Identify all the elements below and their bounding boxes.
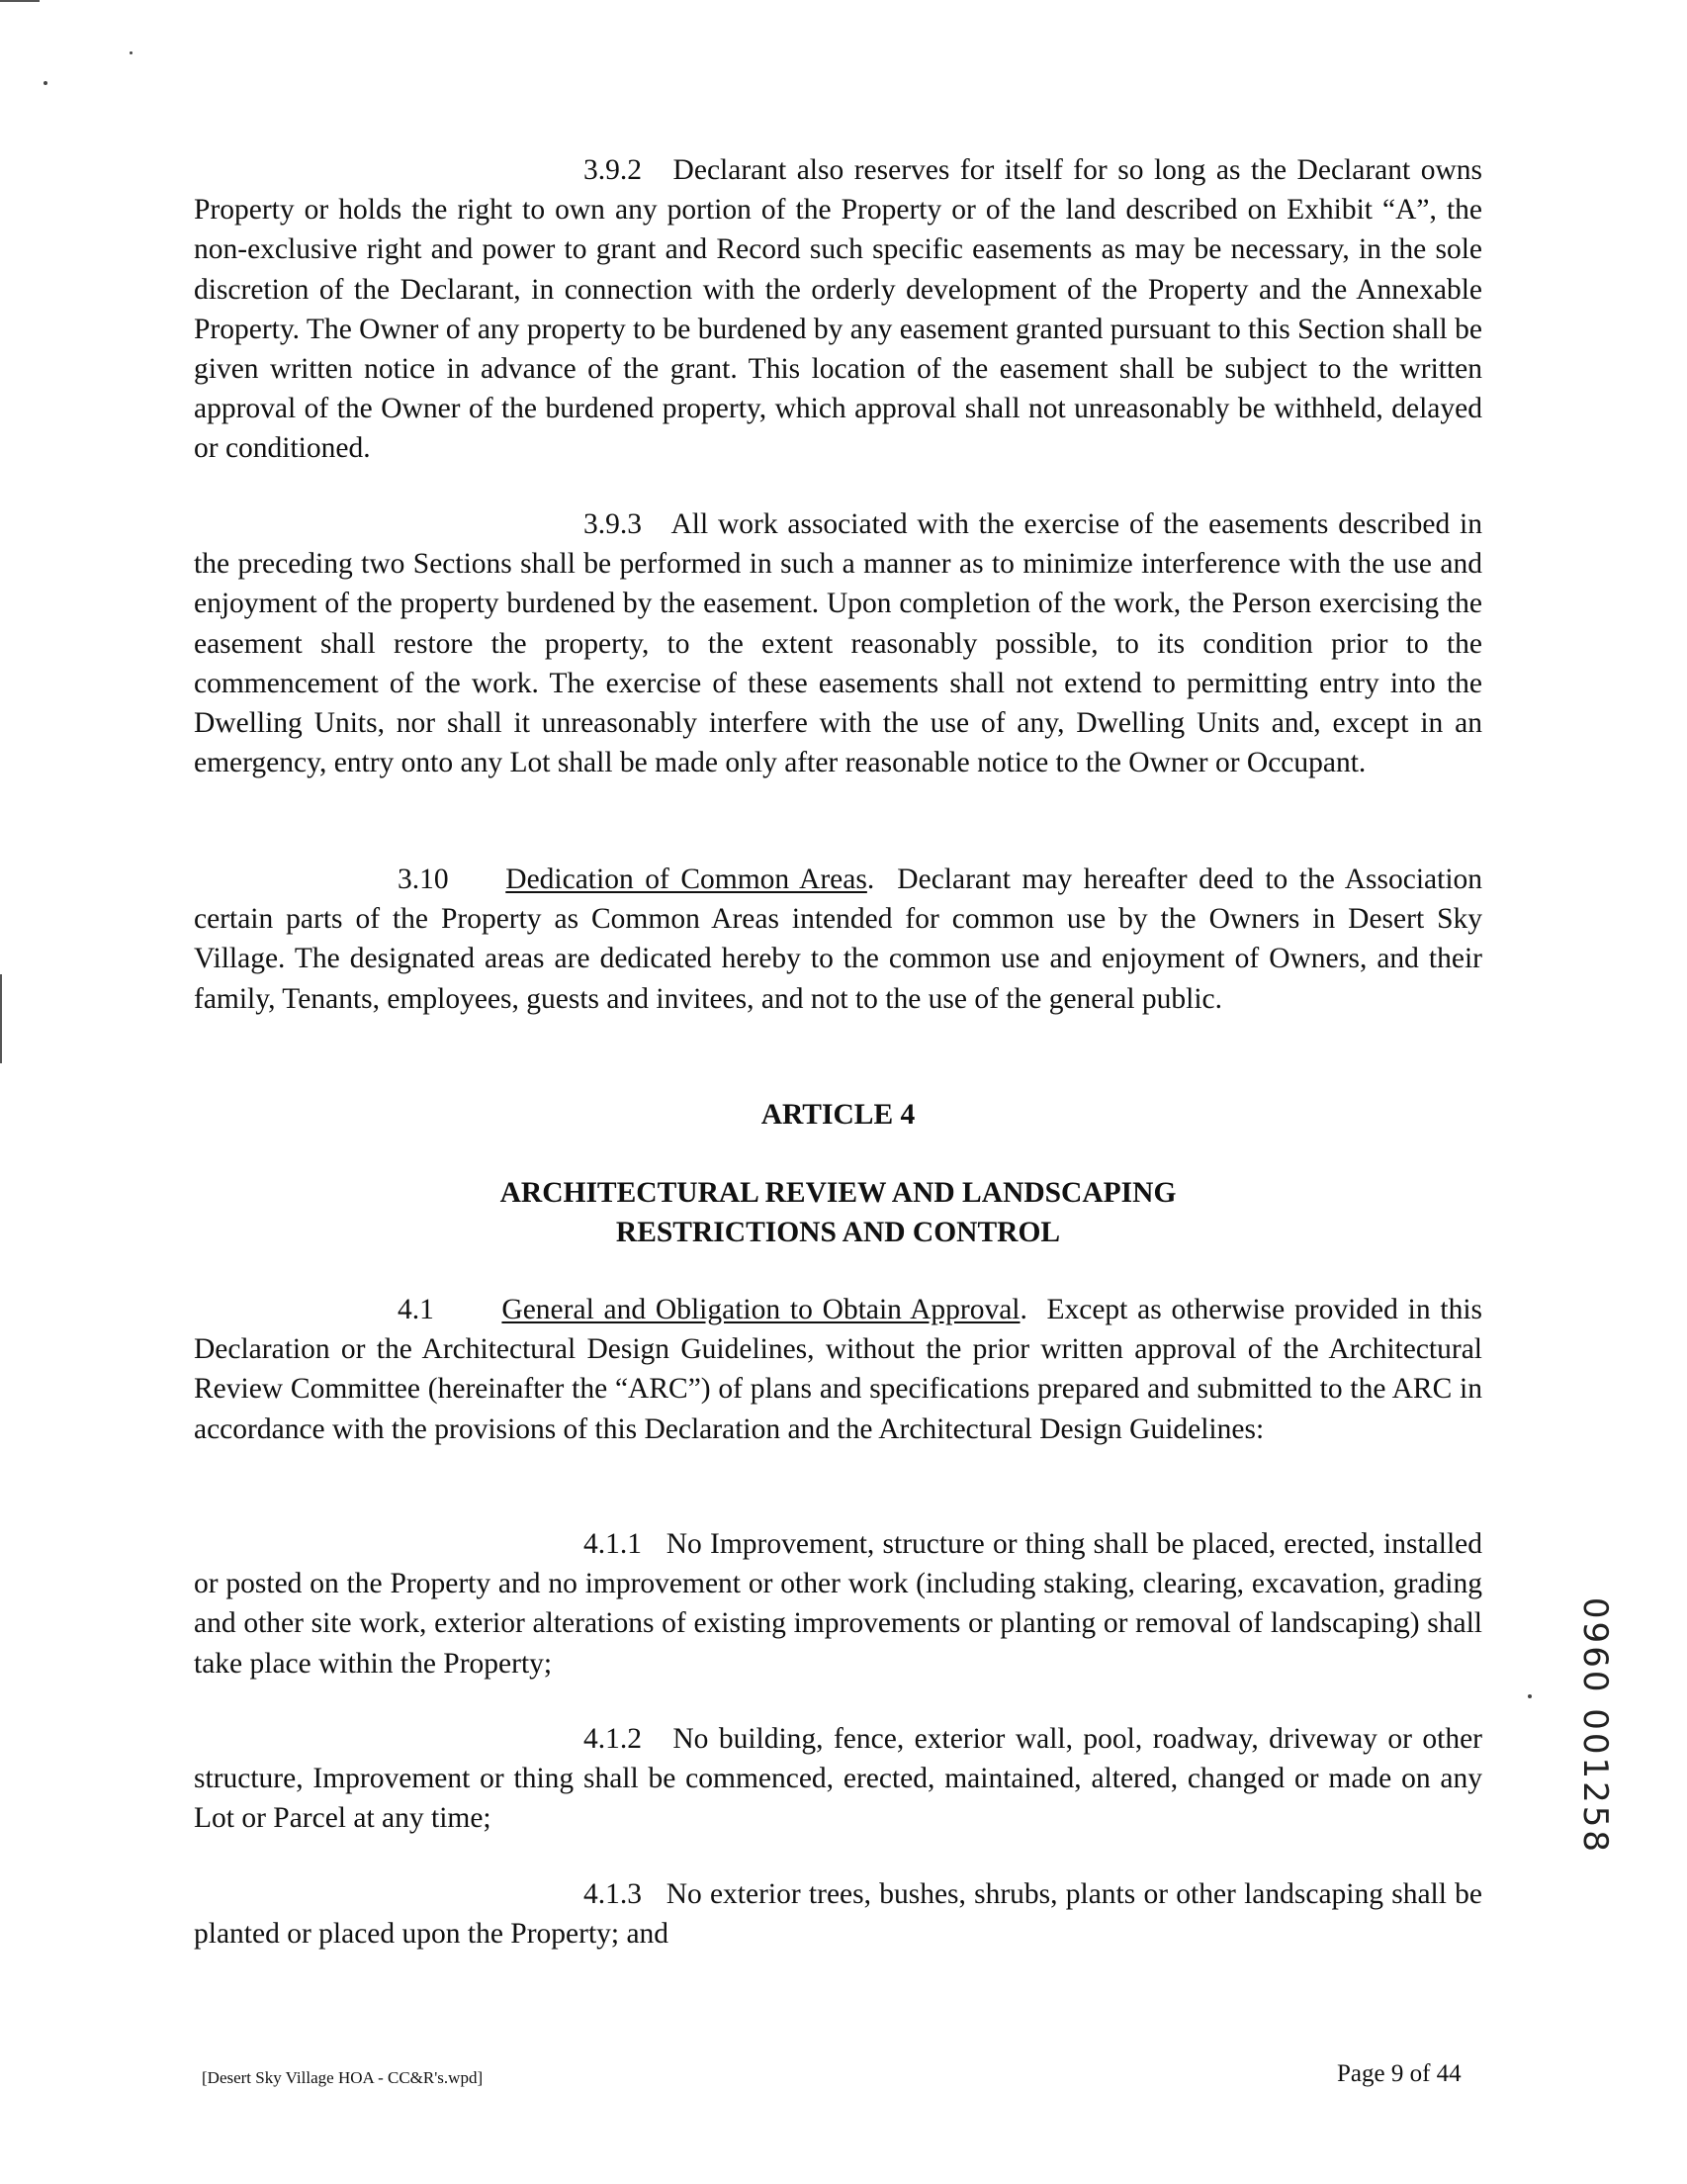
footer-file-label: [Desert Sky Village HOA - CC&R's.wpd] bbox=[202, 2068, 484, 2087]
section-text: Except as otherwise provided in this Declaration or the Architectural Design Guidelines, without the prior written approval of the Architectural Review Committee (hereinafter the “ARC”) of plans and specifications prepared and submitted to the ARC in accordance with the provisions of this Declaration and the Architectural Design Guidelines: bbox=[194, 1294, 1483, 1445]
footer-page-number: Page 9 of 44 bbox=[1337, 2060, 1462, 2087]
section-number: 4.1 bbox=[398, 1294, 434, 1325]
section-4-1-3 bbox=[194, 1874, 1482, 1954]
section-3-9-3 bbox=[194, 504, 1482, 782]
section-4-1: 4.1 General and Obligation to Obtain Approval. Except as otherwise provided in this Declaration or the Architectural Design Guidelines, without the prior written approval of the Architectural Review Committee (hereinafter the “ARC”) of plans and specifications prepared and submitted to the ARC in accordance with the provisions of this Declaration and the Architectural Design Guidelines: bbox=[194, 1290, 1482, 1449]
section-number: 4.1.1 bbox=[583, 1528, 642, 1560]
section-3-9-2 bbox=[194, 150, 1482, 469]
scan-speck bbox=[44, 81, 47, 85]
section-text: Declarant also reserves for itself for so long as the Declarant owns Property or holds the right to own any portion of the Property or of the land described on Exhibit “A”, the non-exclusive right and power to grant and Record such specific easements as may be necessary, in the sole discretion of the Declarant, in connection with the orderly development of the Property and the Annexable Property. The Owner of any property to be burdened by any easement granted pursuant to this Section shall be given written notice in advance of the grant. This location of the easement shall be subject to the written approval of the Owner of the burdened property, which approval shall not unreasonably be withheld, delayed or conditioned. bbox=[194, 154, 1482, 465]
article-title-line-2: RESTRICTIONS AND CONTROL bbox=[615, 1217, 1061, 1248]
section-text: No building, fence, exterior wall, pool, roadway, driveway or other structure, Improvement or thing shall be commenced, erected, maintained, altered, changed or made on any Lot or Parcel at any time; bbox=[194, 1723, 1482, 1835]
section-text: No exterior trees, bushes, shrubs, plants or other landscaping shall be planted or placed upon the Property; and bbox=[194, 1878, 1483, 1951]
section-number: 3.10 bbox=[398, 864, 449, 895]
recording-stamp bbox=[1565, 1592, 1625, 1860]
section-number: 3.9.3 bbox=[583, 508, 642, 540]
section-4-1-2 bbox=[194, 1719, 1482, 1839]
article-label: ARTICLE 4 bbox=[760, 1099, 916, 1131]
section-text: All work associated with the exercise of the easements described in the preceding two Sections shall be performed in such a manner as to minimize interference with the use and enjoyment of the property burdened by the easement. Upon completion of the work, the Person exercising the easement shall restore the property, to the extent reasonably possible, to its condition prior to the commencement of the work. The exercise of these easements shall not extend to permitting entry into the Dwelling Units, nor shall it unreasonably interfere with the use of any, Dwelling Units and, except in an emergency, entry onto any Lot shall be made only after reasonable notice to the Owner or Occupant. bbox=[194, 508, 1483, 779]
section-text: Declarant may hereafter deed to the Association certain parts of the Property as Common Areas intended for common use by the Owners in Desert Sky Village. The designated areas are dedicated hereby to the common use and enjoyment of Owners, and their family, Tenants, employees, guests and invitees, and not to the use of the general public. bbox=[194, 864, 1483, 1015]
scan-speck bbox=[1528, 1694, 1532, 1698]
article-title-line-1: ARCHITECTURAL REVIEW AND LANDSCAPING bbox=[499, 1177, 1177, 1209]
section-text: No Improvement, structure or thing shall be placed, erected, installed or posted on the Property and no improvement or other work (including staking, clearing, excavation, grading and other site work, exterior alterations of existing improvements or planting or removal of landscaping) shall take place within the Property; bbox=[194, 1528, 1483, 1680]
scan-edge-mark bbox=[0, 974, 2, 1063]
scan-speck bbox=[0, 0, 40, 2]
section-number: 4.1.3 bbox=[583, 1878, 642, 1910]
section-number: 3.9.2 bbox=[583, 154, 642, 186]
scan-speck bbox=[130, 51, 133, 54]
section-number: 4.1.2 bbox=[583, 1723, 642, 1755]
section-3-10: 3.10 Dedication of Common Areas. Declarant may hereafter deed to the Association certain parts of the Property as Common Areas intended for common use by the Owners in Desert Sky Village. The designated areas are dedicated hereby to the common use and enjoyment of Owners, and their family, Tenants, employees, guests and invitees, and not to the use of the general public. bbox=[194, 860, 1482, 1019]
section-4-1-1 bbox=[194, 1524, 1482, 1684]
section-title: Dedication of Common Areas bbox=[505, 864, 867, 895]
section-title: General and Obligation to Obtain Approval bbox=[501, 1294, 1021, 1325]
recording-stamp-text: 0960 001258 bbox=[1575, 1596, 1615, 1856]
